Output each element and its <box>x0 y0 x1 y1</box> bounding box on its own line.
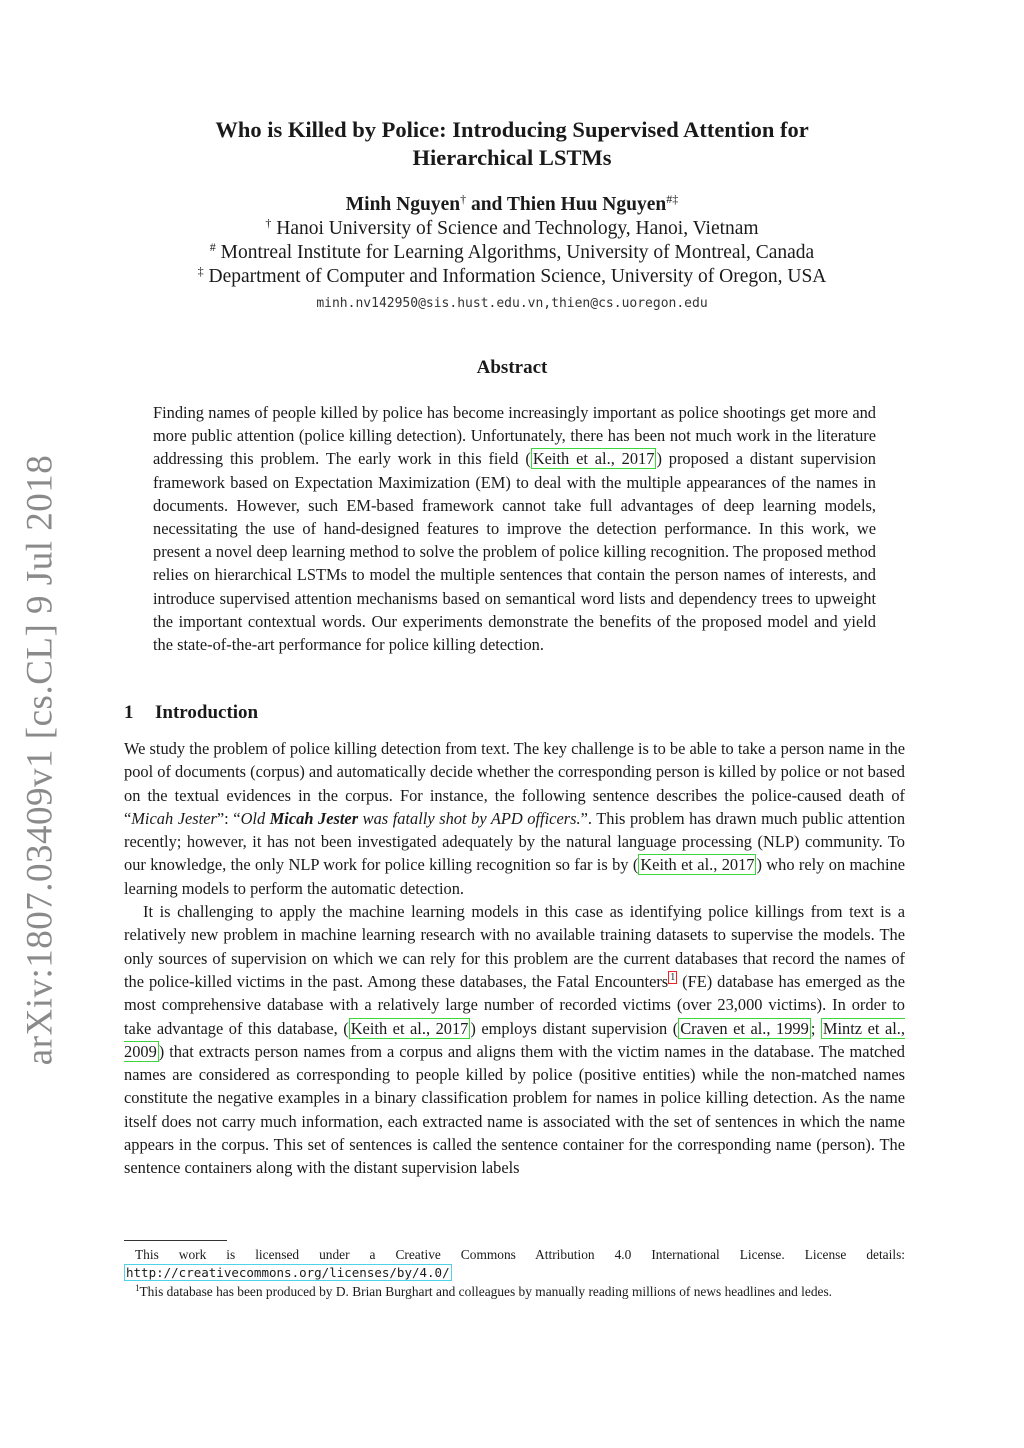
citation-separator: ; <box>810 1018 821 1038</box>
quote-bold-name: Micah Jester <box>269 808 359 828</box>
title-line-2: Hierarchical LSTMs <box>412 145 612 170</box>
paragraph-text: We study the problem of police killing detection from text. The key challenge is to be able to take a person name in the pool of documents (corpus) and automatically decide whether the corresponding person is killed by police or not based on the textual evidences in the corpus. For instance, the following sentence describes the police-caused death of “ <box>124 739 905 828</box>
intro-paragraph-1 <box>124 737 905 900</box>
quote-text: Old <box>240 808 270 828</box>
section-heading-introduction <box>124 702 258 724</box>
affiliation-3 <box>160 265 864 289</box>
quote-text: was fatally shot by APD officers. <box>358 808 581 828</box>
citation-link[interactable]: Keith et al., 2017 <box>532 449 655 469</box>
author-block <box>160 193 864 289</box>
author-emails: minh.nv142950@sis.hust.edu.vn,thien@cs.uoregon.edu <box>316 296 708 311</box>
abstract-text <box>153 401 876 656</box>
author-2: Thien Huu Nguyen <box>506 194 667 215</box>
affiliation-3-text: Department of Computer and Information Science, University of Oregon, USA <box>203 266 827 287</box>
arxiv-identifier-text: arXiv:1807.03409v1 [cs.CL] 9 Jul 2018 <box>19 454 61 1066</box>
affiliation-2-mark: # <box>209 240 216 254</box>
author-names <box>160 193 864 217</box>
example-quote <box>241 809 581 828</box>
author-1-mark: † <box>460 192 467 206</box>
affiliation-1-text: Hanoi University of Science and Technology, Hanoi, Vietnam <box>271 218 759 239</box>
citation-link[interactable]: Keith et al., 2017 <box>640 855 755 875</box>
affiliation-3-mark: ‡ <box>197 264 204 278</box>
paragraph-text: ) who rely on machine learning models to perform the automatic detection. <box>124 855 906 898</box>
arxiv-identifier-stamp <box>0 0 86 1448</box>
abstract-heading: Abstract <box>476 357 548 378</box>
paragraph-text: ”. This problem has drawn much public attention recently; however, it has not been investigated adequately by the natural language processing (NLP) community. To our knowledge, the only NLP work for police killing recognition so far is by ( <box>124 808 906 875</box>
footnote-reference-link[interactable]: 1 <box>670 971 676 983</box>
intro-paragraph-2 <box>124 900 905 1180</box>
citation-link[interactable]: Mintz et al., 2009 <box>124 1018 905 1061</box>
citation-link[interactable]: Keith et al., 2017 <box>350 1018 469 1038</box>
paragraph-text: ”: “ <box>216 808 241 828</box>
footnote-1-text: This database has been produced by D. Brian Burghart and colleagues by manually reading millions of news headlines and ledes. <box>139 1283 833 1299</box>
license-url-link[interactable]: http://creativecommons.org/licenses/by/4.0/ <box>126 1265 450 1281</box>
paragraph-text: (FE) database has emerged as the most comprehensive database with a relatively large number of recorded victims (over 23,000 victims). In order to take advantage of this database, ( <box>124 971 905 1038</box>
author-conjunction: and <box>466 194 507 215</box>
footnote-divider <box>124 1240 227 1241</box>
author-2-mark: #‡ <box>666 192 679 206</box>
footnote-1 <box>124 1283 905 1301</box>
section-number: 1 <box>124 702 134 723</box>
paragraph-text: It is challenging to apply the machine learning models in this case as identifying police killings from text is a relatively new problem in machine learning research with no available training datasets to supervise the models. The only sources of supervision on which we can rely for this problem are the current databases that record the names of the police-killed victims in the past. Among these databases, the Fatal Encounters <box>124 902 905 991</box>
paragraph-text: ) that extracts person names from a corpus and aligns them with the victim names in the database. The matched names are considered as corresponding to people killed by police (positive entities) while the non-matched names constitute the negative examples in a binary classification problem for names in police killing detection. As the name itself does not carry much information, each extracted name is associated with the set of sentences in which the name appears in the corpus. This set of sentences is called the sentence container for the corresponding name (person). The sentence containers along with the distant supervision labels <box>124 1041 905 1178</box>
affiliation-2-text: Montreal Institute for Learning Algorithms, University of Montreal, Canada <box>215 242 815 263</box>
paragraph-text: ) employs distant supervision ( <box>470 1018 679 1038</box>
affiliation-2 <box>160 241 864 265</box>
citation-link[interactable]: Craven et al., 1999 <box>680 1018 809 1038</box>
section-title: Introduction <box>155 702 259 723</box>
title-line-1: Who is Killed by Police: Introducing Supervised Attention for <box>215 117 809 142</box>
author-1: Minh Nguyen <box>345 194 461 215</box>
affiliation-1-mark: † <box>265 216 272 230</box>
footnote-1-mark: 1 <box>135 1282 140 1293</box>
footnotes <box>124 1246 905 1301</box>
paper-title <box>160 116 864 172</box>
italic-name: Micah Jester <box>131 808 217 828</box>
affiliation-1 <box>160 217 864 241</box>
license-text: This work is licensed under a Creative Commons Attribution 4.0 International License. License details: <box>135 1247 905 1262</box>
license-footnote <box>124 1246 905 1283</box>
introduction-body <box>124 737 905 1180</box>
abstract-text-part: Finding names of people killed by police has become increasingly important as police shootings get more and more public attention (police killing detection). Unfortunately, there has been not much work in the literature addressing this problem. The early work in this field ( <box>153 403 876 469</box>
abstract-text-part: ) proposed a distant supervision framework based on Expectation Maximization (EM) to deal with the multiple appearances of the names in documents. However, such EM-based framework cannot take full advantages of deep learning models, necessitating the use of hand-designed features to improve the detection performance. In this work, we present a novel deep learning method to solve the problem of police killing recognition. The proposed method relies on hierarchical LSTMs to model the multiple sentences that contain the person names of interests, and introduce supervised attention mechanisms based on semantical word lists and dependency trees to upweight the important contextual words. Our experiments demonstrate the benefits of the proposed model and yield the state-of-the-art performance for police killing detection. <box>153 449 877 655</box>
